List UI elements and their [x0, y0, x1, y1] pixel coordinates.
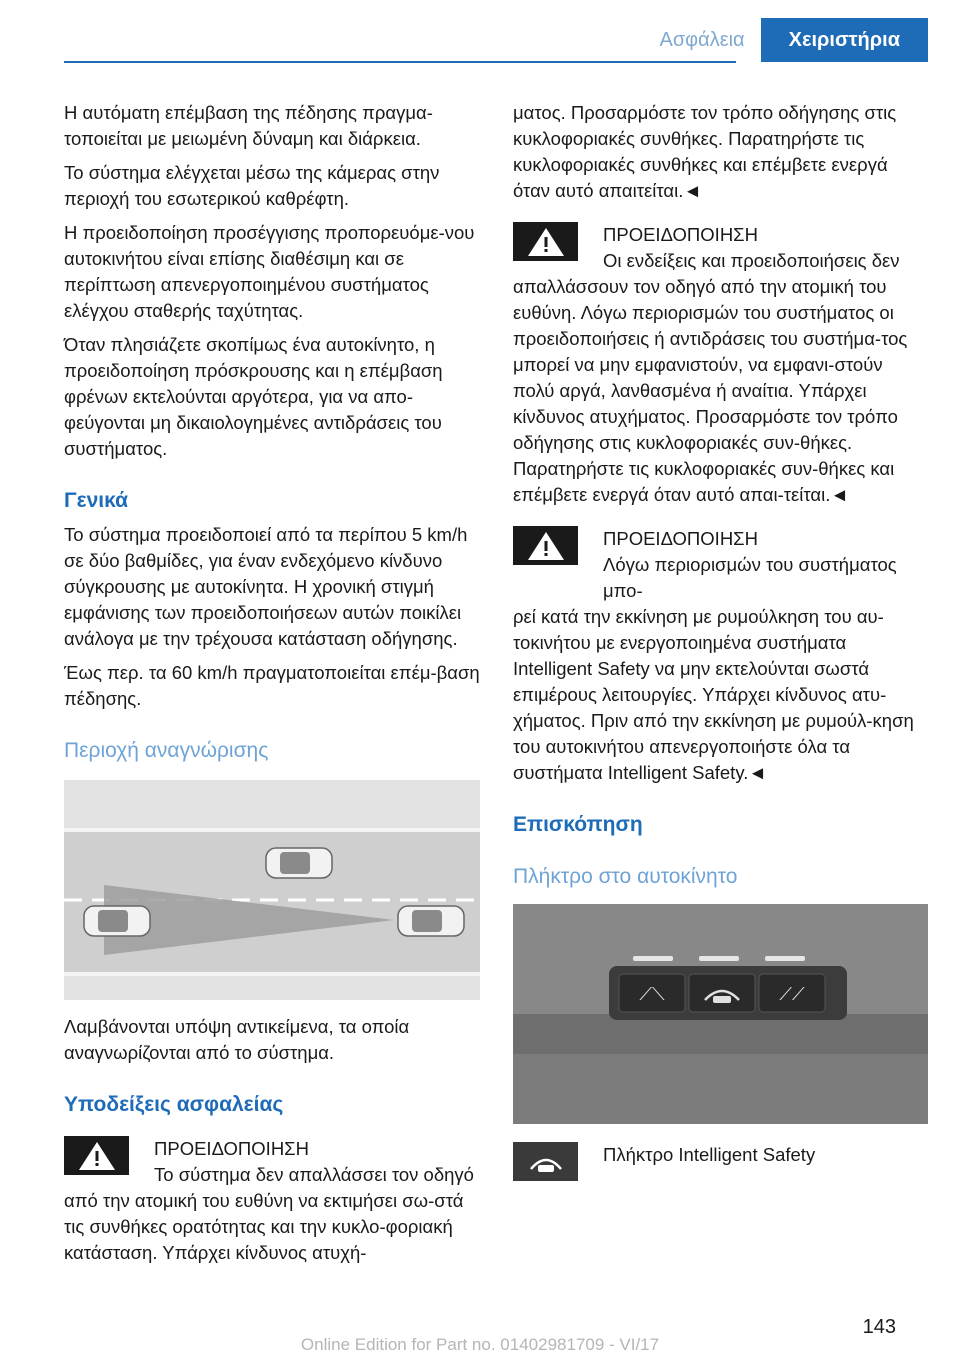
legend-label: Πλήκτρο Intelligent Safety [603, 1144, 816, 1165]
heading-safety-notes: Υποδείξεις ασφαλείας [64, 1093, 284, 1116]
warning-title: ΠΡΟΕΙΔΟΠΟΙΗΣΗ [603, 528, 758, 549]
button-photo [513, 904, 928, 1124]
legend-intelligent-safety [513, 1140, 928, 1170]
heading-button-in-vehicle: Πλήκτρο στο αυτοκίνητο [513, 865, 738, 888]
warning-text-start: Λόγω περιορισμών του συστήματος μπο- [603, 554, 897, 601]
illustration-caption: Λαμβάνονται υπόψη αντικείμενα, τα οποία αναγνωρίζονται από το σύστημα. [64, 1016, 410, 1063]
tab-controls[interactable]: Χειριστήρια [761, 18, 928, 62]
car-own-icon [398, 906, 464, 936]
paragraph-auto-braking: Η αυτόματη επέμβαση της πέδησης πραγμα-τοποιείται με μειωμένη δύναμη και διάρκεια. [64, 102, 433, 149]
warning-text-start: Το σύστημα δεν απαλλάσσει τον οδηγό [154, 1164, 474, 1185]
paragraph-warning-stages: Το σύστημα προειδοποιεί από τα περίπου 5 km/h σε δύο βαθμίδες, για έναν ενδεχόμενο κίνδυνο σύγκρουσης με αυτοκίνητα. Η χρονική στιγμή εμφάνισης των προειδοποιήσεων αυτών ποικίλει ανάλογα με την τρέχουσα κατάσταση οδήγησης. [64, 524, 468, 649]
header-tabs [643, 18, 928, 62]
paragraph-continued: ματος. Προσαρμόστε τον τρόπο οδήγησης στις κυκλοφοριακές συνθήκες. Παρατηρήστε τις κυκλοφοριακές συνθήκες και επέμβετε ενεργά όταν αυτό απαιτείται.◄ [513, 102, 897, 201]
heading-general: Γενικά [64, 489, 129, 512]
car-adjacent-icon [84, 906, 150, 936]
heading-overview: Επισκόπηση [513, 813, 643, 836]
warning-block-3 [513, 526, 928, 786]
warning-triangle-icon [513, 526, 578, 565]
warning-block-1 [64, 1136, 480, 1266]
warning-text: ρεί κατά την εκκίνηση με ρυμούλκηση του αυ-τοκινήτου με ενεργοποιημένα συστήματα Intelligent Safety να μην εκτελούνται σωστά επιμέρους λειτουργίες. Υπάρχει κίνδυνος ατυ-χήματος. Πριν από την εκκίνηση με ρυμούλ-κηση του αυτοκινήτου απενεργοποιήστε όλα τα συστήματα Intelligent Safety.◄ [513, 606, 914, 783]
warning-text: από την ατομική του ευθύνη να εκτιμήσει σω-στά τις συνθήκες ορατότητας και την κυκλο-φοριακή κατάσταση. Υπάρχει κίνδυνος ατυχή- [64, 1190, 464, 1263]
left-column [64, 100, 480, 1276]
detection-area-illustration [64, 780, 480, 1000]
paragraph-approach-warning: Η προειδοποίηση προσέγγισης προπορευόμε-νου αυτοκινήτου είναι επίσης διαθέσιμη και σε περίπτωση απενεργοποιημένου συστήματος ελέγχου σταθερής ταχύτητας. [64, 222, 475, 321]
page-number: 143 [862, 1316, 896, 1338]
paragraph-intentional-approach: Όταν πλησιάζετε σκοπίμως ένα αυτοκίνητο, η προειδοποίηση πρόσκρουσης και η επέμβαση φρένων εκτελούνται αργότερα, για να απο-φεύγονται μη δικαιολογημένες αντιδράσεις του συστήματος. [64, 334, 443, 459]
warning-text: απαλλάσσουν τον οδηγό από την ατομική του ευθύνη. Λόγω περιορισμών του συστήματος οι προειδοποιήσεις ή αντιδράσεις του συστήμα-τος μπορεί να μην εμφανιστούν, να εμφανι-στούν πολύ αργά, λανθασμένα ή αναίτια. Υπάρχει κίνδυνος ατυχήματος. Προσαρμόστε τον τρόπο οδήγησης στις κυκλοφοριακές συν-θήκες. Παρατηρήστε τις κυκλοφοριακές συν-θήκες και επέμβετε ενεργά όταν αυτό απαι-τείται.◄ [513, 276, 908, 505]
warning-title: ΠΡΟΕΙΔΟΠΟΙΗΣΗ [603, 224, 758, 245]
svg-text:⟋⟋: ⟋⟋ [779, 984, 805, 1005]
header-rule [64, 61, 736, 63]
intelligent-safety-icon [513, 1142, 578, 1181]
heading-detection-area: Περιοχή αναγνώρισης [64, 739, 269, 762]
edition-footer: Online Edition for Part no. 01402981709 - VI/17 [300, 1335, 660, 1354]
warning-triangle-icon [64, 1136, 129, 1175]
warning-triangle-icon [513, 222, 578, 261]
intelligent-safety-button-icon [689, 974, 755, 1012]
warning-title: ΠΡΟΕΙΔΟΠΟΙΗΣΗ [154, 1138, 309, 1159]
paragraph-braking-speed: Έως περ. τα 60 km/h πραγματοποιείται επέμ-βαση πέδησης. [64, 662, 480, 709]
right-column [513, 100, 928, 1170]
paragraph-camera: Το σύστημα ελέγχεται μέσω της κάμερας στην περιοχή του εσωτερικού καθρέφτη. [64, 162, 440, 209]
warning-block-2 [513, 222, 928, 508]
car-front-icon [266, 848, 332, 878]
svg-text:⟋⟍: ⟋⟍ [639, 984, 665, 1005]
tab-safety[interactable]: Ασφάλεια [659, 29, 745, 51]
warning-text-start: Οι ενδείξεις και προειδοποιήσεις δεν [603, 250, 900, 271]
